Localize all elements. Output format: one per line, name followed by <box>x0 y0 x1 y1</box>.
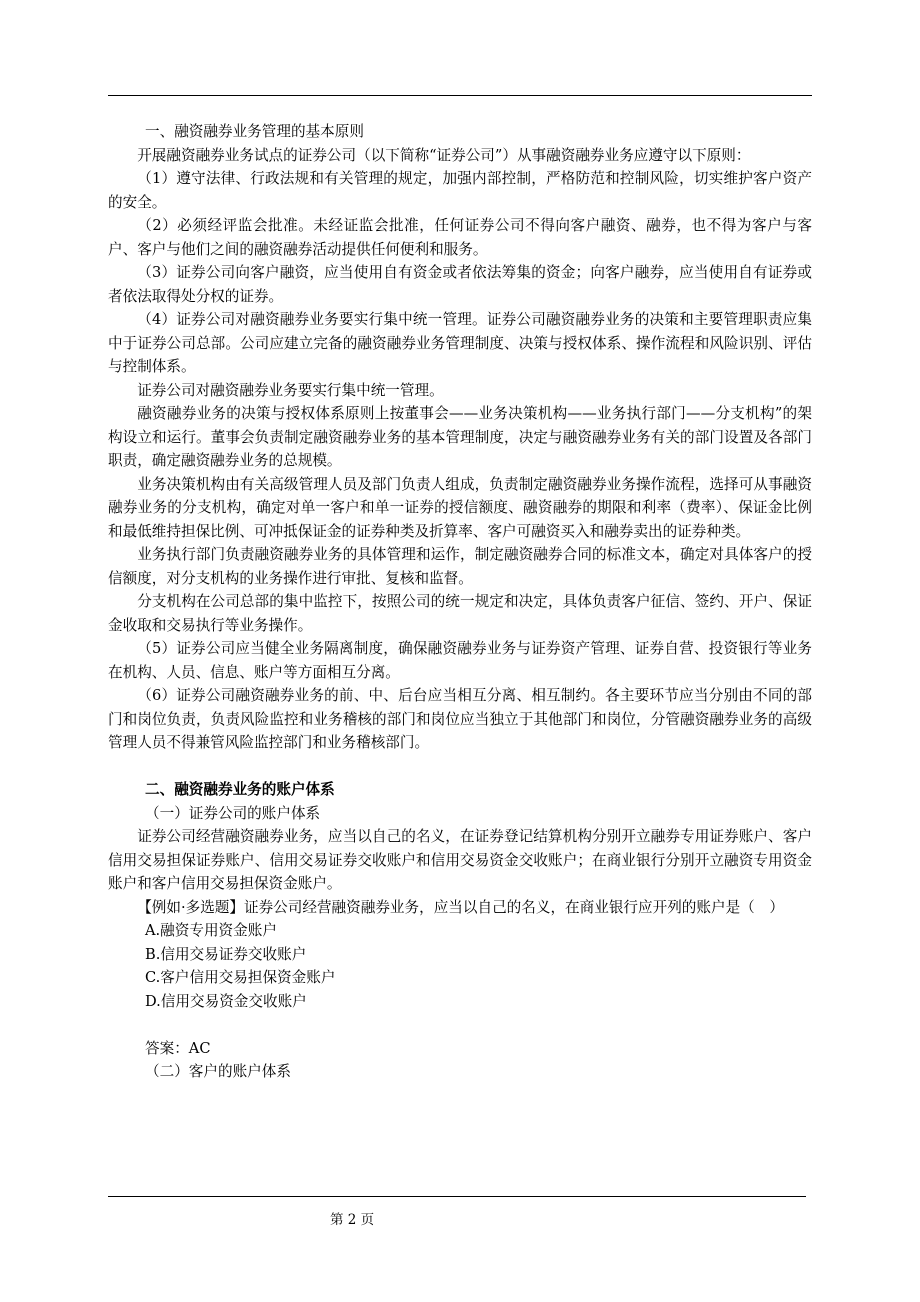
paragraph: 证券公司经营融资融券业务，应当以自己的名义，在证券登记结算机构分别开立融券专用证券账户、客户信用交易担保证券账户、信用交易证券交收账户和信用交易资金交收账户；在商业银行分别开立融资专用资金账户和客户信用交易担保资金账户。 <box>108 828 812 892</box>
paragraph: 开展融资融券业务试点的证券公司（以下简称“证券公司”）从事融资融券业务应遵守以下原则： <box>137 146 751 164</box>
header-rule <box>108 95 812 96</box>
spacer <box>108 755 812 779</box>
option-d: D.信用交易资金交收账户 <box>145 992 307 1010</box>
paragraph: （1）遵守法律、行政法规和有关管理的规定，加强内部控制，严格防范和控制风险，切实维护客户资产的安全。 <box>108 170 812 211</box>
page-number: 第 2 页 <box>330 1212 375 1228</box>
paragraph: 融资融券业务的决策与授权体系原则上按董事会——业务决策机构——业务执行部门——分支机构”的架构设立和运行。董事会负责制定融资融券业务的基本管理制度，决定与融资融券业务有关的部门设置及各部门职责，确定融资融券业务的总规模。 <box>108 405 812 469</box>
option-a: A.融资专用资金账户 <box>145 922 277 939</box>
section-heading-2: 二、融资融券业务的账户体系 <box>145 781 335 798</box>
paragraph: （3）证券公司向客户融资，应当使用自有资金或者依法筹集的资金；向客户融券，应当使用自有证券或者依法取得处分权的证券。 <box>108 264 812 305</box>
section-heading-1: 一、融资融券业务管理的基本原则 <box>145 123 364 140</box>
paragraph: （2）必须经评监会批准。未经证监会批准，任何证券公司不得向客户融资、融券，也不得为客户与客户、客户与他们之间的融资融券活动提供任何便利和服务。 <box>108 217 812 258</box>
answer: 答案：AC <box>145 1039 211 1057</box>
option-c: C.客户信用交易担保资金账户 <box>145 969 336 986</box>
option-b: B.信用交易证券交收账户 <box>145 945 307 963</box>
footer-rule <box>108 1196 806 1197</box>
paragraph: 证券公司对融资融券业务要实行集中统一管理。 <box>137 381 444 399</box>
spacer <box>108 1013 812 1037</box>
paragraph: （5）证券公司应当健全业务隔离制度，确保融资融券业务与证券资产管理、证券自营、投资银行等业务在机构、人员、信息、账户等方面相互分离。 <box>108 640 812 681</box>
paragraph: 分支机构在公司总部的集中监控下，按照公司的统一规定和决定，具体负责客户征信、签约、开户、保证金收取和交易执行等业务操作。 <box>108 593 812 634</box>
paragraph: 业务决策机构由有关高级管理人员及部门负责人组成，负责制定融资融券业务操作流程，选择可从事融资融券业务的分支机构，确定对单一客户和单一证券的授信额度、融资融券的期限和利率（费率）、保证金比例和最低维持担保比例、可冲抵保证金的证券种类及折算率、客户可融资买入和融券卖出的证券种类。 <box>108 475 812 540</box>
subsection-heading: （二）客户的账户体系 <box>145 1063 291 1080</box>
exercise-question: 【例如·多选题】证券公司经营融资融券业务，应当以自己的名义，在商业银行应开列的账户是（ ） <box>137 898 784 916</box>
document-body <box>108 120 812 1084</box>
paragraph: （6）证券公司融资融券业务的前、中、后台应当相互分离、相互制约。各主要环节应当分别由不同的部门和岗位负责，负责风险监控和业务稽核的部门和岗位应当独立于其他部门和岗位，分管融资融券业务的高级管理人员不得兼管风险监控部门和业务稽核部门。 <box>108 687 812 751</box>
paragraph: 业务执行部门负责融资融券业务的具体管理和运作，制定融资融券合同的标准文本，确定对具体客户的授信额度，对分支机构的业务操作进行审批、复核和监督。 <box>108 546 812 587</box>
subsection-heading: （一）证券公司的账户体系 <box>145 804 321 822</box>
paragraph: （4）证券公司对融资融券业务要实行集中统一管理。证券公司融资融券业务的决策和主要管理职责应集中于证券公司总部。公司应建立完备的融资融券业务管理制度、决策与授权体系、操作流程和风险识别、评估与控制体系。 <box>108 311 812 375</box>
